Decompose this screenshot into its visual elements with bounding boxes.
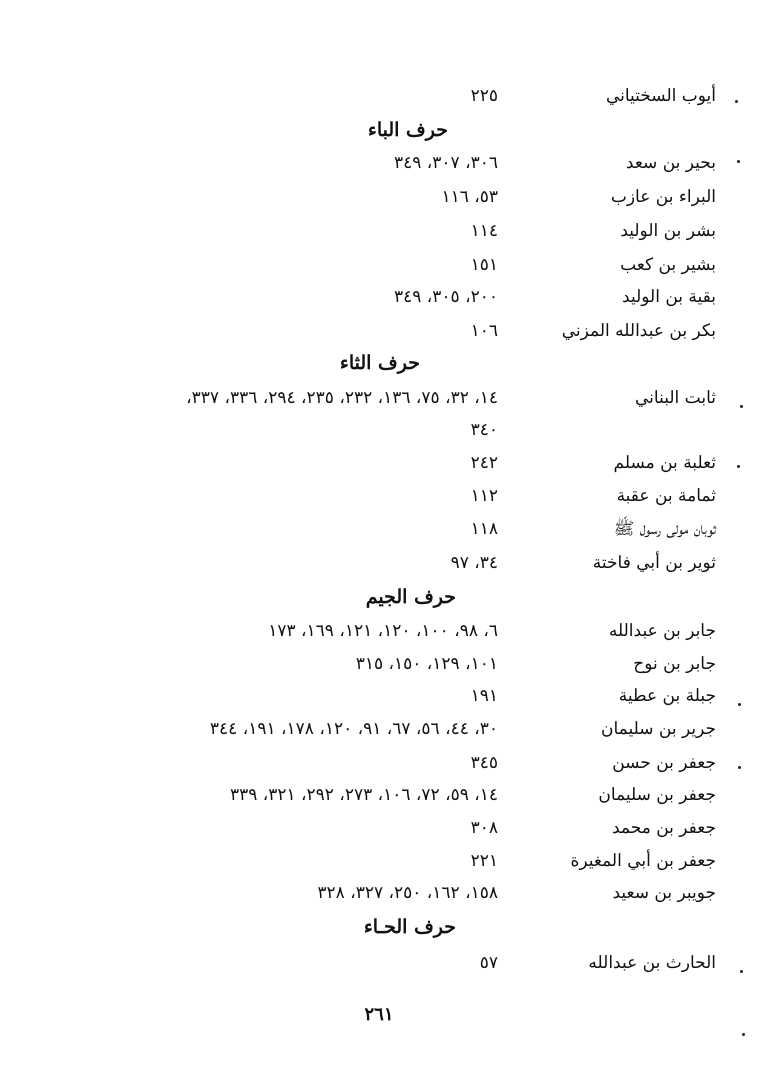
index-entry-pages: ٣٤، ٩٧ [450,553,498,573]
index-entry-pages: ٦، ٩٨، ١٠٠، ١٢٠، ١٢١، ١٦٩، ١٧٣ [268,621,498,641]
section-heading-ba: حرف الباء [367,119,448,141]
index-entry-name: جبلة بن عطية [618,686,716,706]
index-entry-pages: ١٥٨، ١٦٢، ٢٥٠، ٣٢٧، ٣٢٨ [317,883,498,903]
index-entry-pages: ٣٠٨ [470,818,498,838]
index-entry-pages: ٢٤٢ [470,453,498,473]
margin-dot [737,160,740,163]
index-entry-name: جعفر بن سليمان [598,785,716,805]
index-entry-name: بكر بن عبدالله المزني [561,321,716,341]
index-entry-pages: ٣٤٥ [470,753,498,773]
index-entry-pages: ١١٤ [470,221,498,241]
index-entry-name: ثوير بن أبي فاختة [592,553,716,573]
index-entry-name: جعفر بن أبي المغيرة [570,851,716,871]
margin-dot [740,405,743,408]
index-entry-pages: ٢٢١ [470,851,498,871]
index-entry-name: بحير بن سعد [625,153,716,173]
index-entry-pages: ٥٧ [479,953,498,973]
margin-dot [735,100,738,103]
section-heading-ha: حرف الحـاء [363,916,456,938]
index-entry-pages: ٢٢٥ [470,86,498,106]
index-entry-pages: ١٤، ٥٩، ٧٢، ١٠٦، ٢٧٣، ٢٩٢، ٣٢١، ٣٣٩ [229,785,498,805]
index-entry-name: جابر بن عبدالله [608,621,716,641]
index-entry-name: بشر بن الوليد [620,221,716,241]
index-entry-pages: ٣٠٦، ٣٠٧، ٣٤٩ [394,153,498,173]
section-heading-jim: حرف الجيم [365,586,456,608]
margin-dot [738,703,741,706]
margin-dot [738,766,741,769]
index-entry-name: جرير بن سليمان [601,719,716,739]
index-entry-name: ثعلبة بن مسلم [613,453,716,473]
index-entry-name: جابر بن نوح [633,654,716,674]
index-entry-name: أيوب السختياني [605,86,716,106]
index-entry-name: جويبر بن سعيد [612,883,716,903]
index-entry-pages: ١١٨ [470,519,498,539]
section-heading-tha: حرف الثاء [339,352,420,374]
index-entry-pages-continued: ٣٤٠ [470,420,498,440]
margin-dot [742,1033,745,1036]
index-entry-name: الحارث بن عبدالله [588,953,716,973]
page-number: ٢٦١ [364,1004,394,1025]
margin-dot [737,465,740,468]
index-entry-pages: ٢٠٠، ٣٠٥، ٣٤٩ [394,287,498,307]
index-entry-pages: ٣٠، ٤٤، ٥٦، ٦٧، ٩١، ١٢٠، ١٧٨، ١٩١، ٣٤٤ [209,719,498,739]
index-entry-pages: ١١٢ [470,486,498,506]
index-entry-pages: ١٥١ [470,255,498,275]
index-entry-pages: ٥٣، ١١٦ [441,187,498,207]
index-entry-name: بشير بن كعب [620,255,716,275]
index-entry-name: ثابت البناني [635,388,716,408]
index-entry-name: ثوبان مولى رسول ﷺ [613,519,716,539]
index-entry-name: البراء بن عازب [610,187,716,207]
index-entry-pages: ١٠٦ [470,321,498,341]
index-entry-pages: ١٩١ [470,686,498,706]
margin-dot [740,970,743,973]
index-entry-name: جعفر بن محمد [611,818,716,838]
index-entry-name: ثمامة بن عقبة [616,486,716,506]
index-entry-pages: ١٤، ٣٢، ٧٥، ١٣٦، ٢٣٢، ٢٣٥، ٢٩٤، ٣٣٦، ٣٣٧، [186,388,498,408]
index-entry-name: جعفر بن حسن [612,753,716,773]
index-entry-pages: ١٠١، ١٢٩، ١٥٠، ٣١٥ [355,654,498,674]
index-entry-name: بقية بن الوليد [622,287,716,307]
